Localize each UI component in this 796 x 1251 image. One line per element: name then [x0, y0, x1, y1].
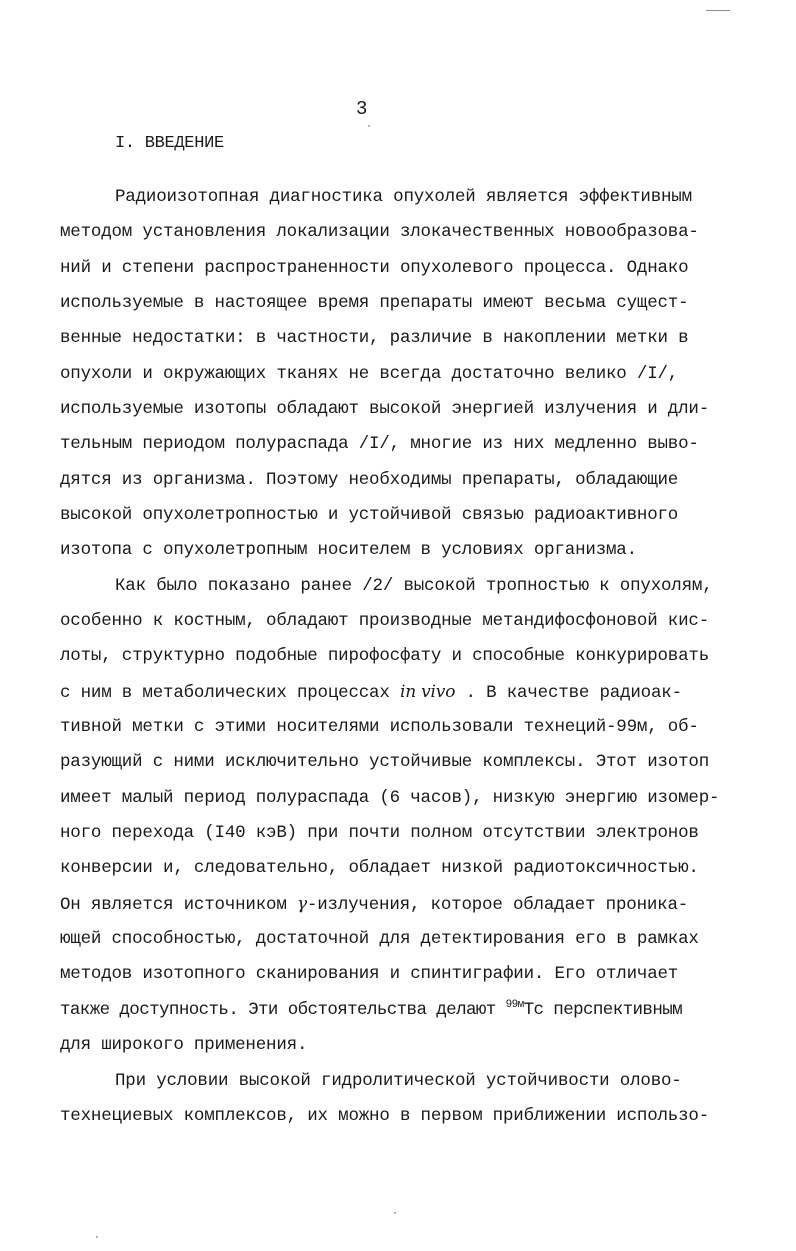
- text-line: При условии высокой гидролитической устойчивости олово-: [115, 1071, 682, 1091]
- text-segment: с ним в метаболических процессах: [60, 683, 400, 703]
- text-segment: Он является источником: [60, 895, 297, 915]
- isotope-superscript: 99м: [505, 999, 524, 1011]
- text-segment: Тс перспективным: [523, 1000, 683, 1020]
- text-line: тельным периодом полураспада /I/, многие из них медленно выво-: [60, 434, 699, 454]
- text-line: ющей способностью, достаточной для детектирования его в рамках: [60, 929, 699, 949]
- scan-speck: [368, 125, 370, 127]
- text-segment: -излучения, которое обладает проника-: [306, 895, 689, 915]
- text-line: имеет малый период полураспада (6 часов), низкую энергию изомер-: [60, 788, 720, 808]
- text-line: [60, 681, 682, 704]
- scan-speck: [394, 1212, 396, 1214]
- text-segment: . В качестве радиоак-: [455, 683, 682, 703]
- text-line: лоты, структурно подобные пирофосфату и способные конкурировать: [60, 646, 710, 666]
- text-line: ного перехода (I40 кэВ) при почти полном отсутствии электронов: [60, 823, 699, 843]
- text-line: для широкого применения.: [60, 1035, 308, 1055]
- text-line: конверсии и, следовательно, обладает низкой радиотоксичностью.: [60, 858, 699, 878]
- text-line: дятся из организма. Поэтому необходимы препараты, обладающие: [60, 470, 679, 490]
- text-line: венные недостатки: в частности, различие в накоплении метки в: [60, 328, 689, 348]
- text-line: методом установления локализации злокачественных новообразова-: [60, 222, 699, 242]
- page-number: 3: [356, 98, 368, 120]
- text-line: [60, 999, 682, 1021]
- text-line: тивной метки с этими носителями использовали технеций-99м, об-: [60, 717, 699, 737]
- text-line: изотопа с опухолетропным носителем в условиях организма.: [60, 540, 637, 560]
- text-line: опухоли и окружающих тканях не всегда достаточно велико /I/,: [60, 364, 679, 384]
- text-segment: также доступность. Эти обстоятельства делают: [60, 1000, 506, 1020]
- text-line: высокой опухолетропностью и устойчивой связью радиоактивного: [60, 505, 679, 525]
- text-line: методов изотопного сканирования и спинтиграфии. Его отличает: [60, 964, 679, 984]
- text-line: Как было показано ранее /2/ высокой тропностью к опухолям,: [115, 576, 713, 596]
- text-line: особенно к костным, обладают производные метандифосфоновой кис-: [60, 611, 710, 631]
- section-heading: I. ВВЕДЕНИЕ: [115, 134, 224, 153]
- scan-speck: [96, 1236, 98, 1238]
- text-line: используемые изотопы обладают высокой энергией излучения и дли-: [60, 399, 710, 419]
- text-line: разующий с ними исключительно устойчивые комплексы. Этот изотоп: [60, 752, 710, 772]
- gamma-symbol: γ: [296, 894, 307, 914]
- text-line: технециевых комплексов, их можно в первом приближении использо-: [60, 1106, 710, 1126]
- text-line: Радиоизотопная диагностика опухолей является эффективным: [115, 187, 692, 207]
- text-line: используемые в настоящее время препараты имеют весьма сущест-: [60, 293, 689, 313]
- corner-scan-mark: [706, 10, 730, 11]
- text-line: [60, 893, 688, 916]
- text-line: ний и степени распространенности опухолевого процесса. Однако: [60, 258, 689, 278]
- latin-italic-term: in vivo: [399, 682, 456, 702]
